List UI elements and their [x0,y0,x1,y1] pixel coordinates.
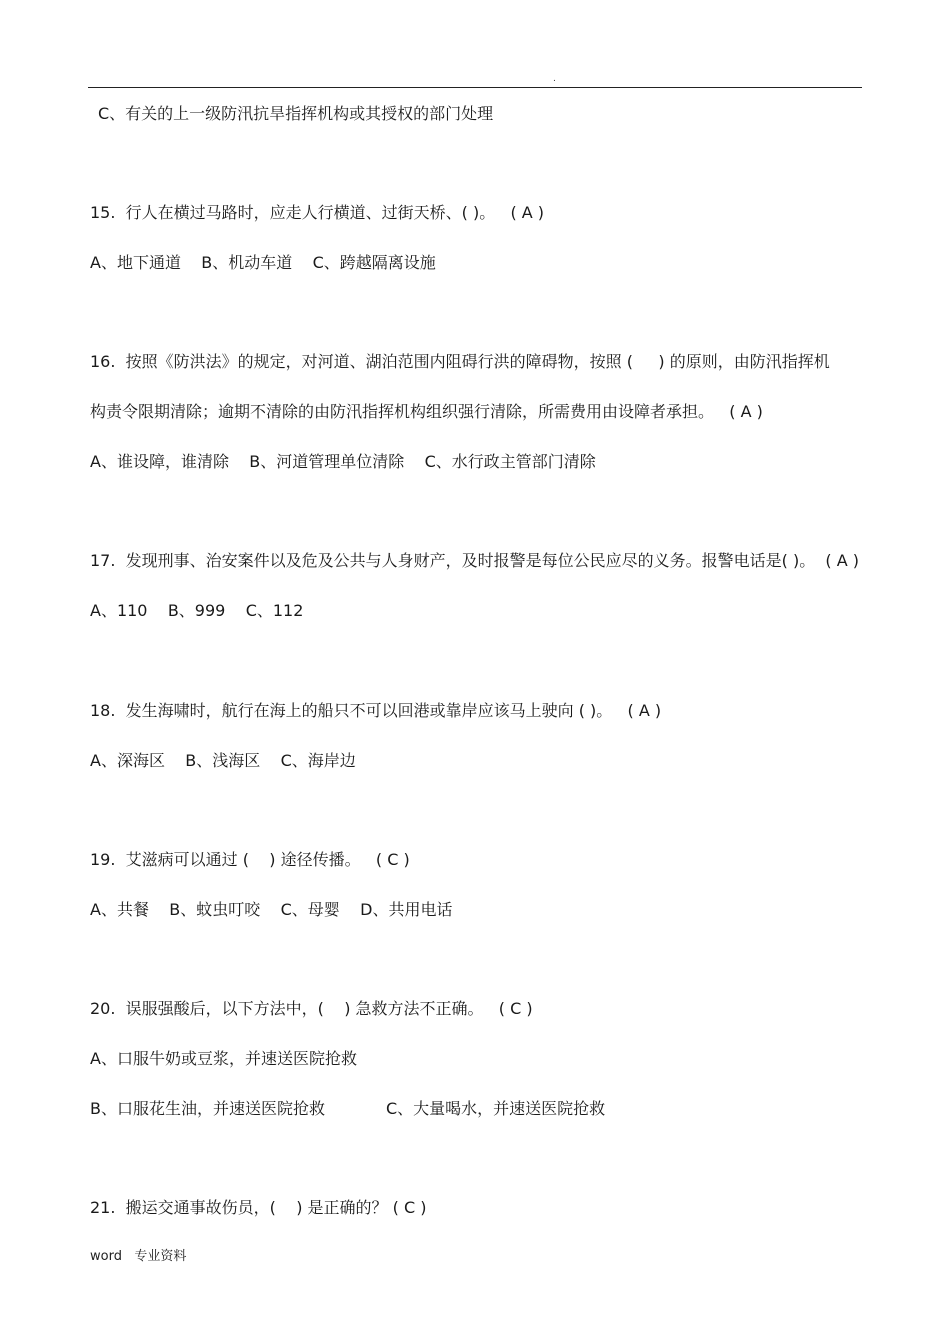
options-16: A、谁设障，谁清除 B、河道管理单位清除 C、水行政主管部门清除 [90,452,596,471]
option-20-b-c: B、口服花生油，并速送医院抢救 C、大量喝水，并速送医院抢救 [90,1099,606,1118]
options-17: A、110 B、999 C、112 [90,601,304,620]
question-18: 18. 发生海啸时，航行在海上的船只不可以回港或靠岸应该马上驶向 ( )。 ( A ) [90,701,662,720]
header-dot: . [553,74,556,84]
option-line-c-14: C、有关的上一级防汛抗旱指挥机构或其授权的部门处理 [98,104,494,123]
footer-label: word 专业资料 [90,1249,187,1264]
options-19: A、共餐 B、蚊虫叮咬 C、母婴 D、共用电话 [90,900,453,919]
header-rule [88,87,862,88]
question-20: 20. 误服强酸后，以下方法中，( ) 急救方法不正确。 ( C ) [90,999,533,1018]
question-21: 21. 搬运交通事故伤员，( ) 是正确的？ ( C ) [90,1198,427,1217]
question-16-line-1: 16. 按照《防洪法》的规定，对河道、湖泊范围内阻碍行洪的障碍物，按照 ( ) 的原则，由防汛指挥机 [90,352,830,371]
options-15: A、地下通道 B、机动车道 C、跨越隔离设施 [90,253,436,272]
option-20-a: A、口服牛奶或豆浆，并速送医院抢救 [90,1049,357,1068]
question-16-line-2: 构责令限期清除；逾期不清除的由防汛指挥机构组织强行清除，所需费用由设障者承担。 ( A ) [90,402,763,421]
question-15: 15. 行人在横过马路时，应走人行横道、过街天桥、( )。 ( A ) [90,203,545,222]
options-18: A、深海区 B、浅海区 C、海岸边 [90,751,356,770]
question-19: 19. 艾滋病可以通过 ( ) 途径传播。 ( C ) [90,850,410,869]
question-17: 17. 发现刑事、治安案件以及危及公共与人身财产，及时报警是每位公民应尽的义务。报警电话是( )。 ( A ) [90,551,859,570]
